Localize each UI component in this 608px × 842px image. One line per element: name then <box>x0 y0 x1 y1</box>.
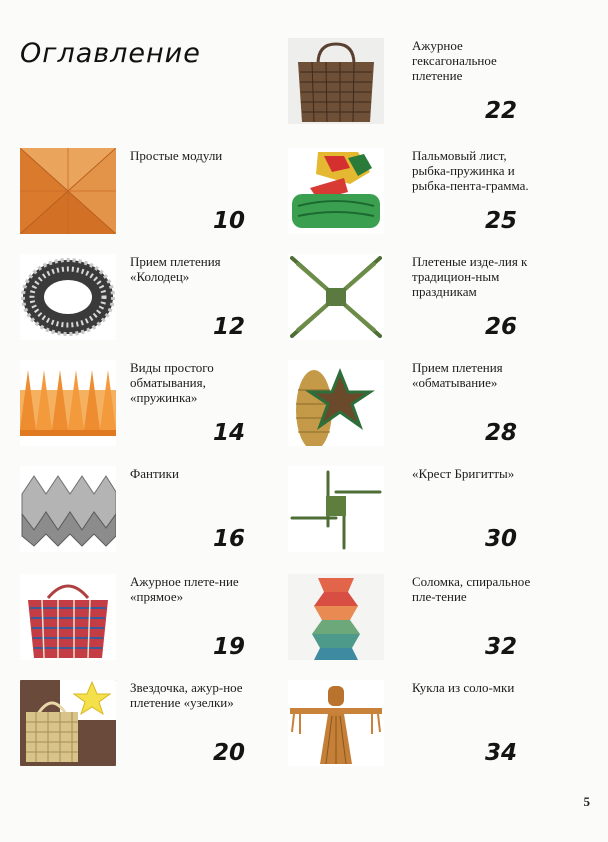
page-number: 5 <box>583 794 590 809</box>
thumbnail-simple-modules <box>20 148 116 234</box>
entry-page: 28 <box>484 420 517 446</box>
entry-title: Соломка, спиральное пле-тение <box>412 574 531 604</box>
thumbnail-candy-wrappers <box>20 466 116 552</box>
entry-page: 14 <box>212 420 245 446</box>
entry-title: Виды простого обматывания, «пружинка» <box>130 360 214 405</box>
entry-title: «Крест Бригитты» <box>412 466 515 481</box>
entry-page: 34 <box>484 740 517 766</box>
toc-entry[interactable] <box>288 574 538 686</box>
entry-title: Звездочка, ажур-ное плетение «узелки» <box>130 680 243 710</box>
entry-page: 20 <box>212 740 245 766</box>
toc-entry[interactable] <box>20 254 270 366</box>
page-title: Оглавление <box>20 38 201 69</box>
thumbnail-palm-fish <box>288 148 384 234</box>
thumbnail-brigid-cross <box>288 466 384 552</box>
toc-entry[interactable] <box>288 38 538 150</box>
toc-entry[interactable] <box>20 466 270 578</box>
entry-title: Пальмовый лист, рыбка-пружинка и рыбка-пента-грамма. <box>412 148 529 193</box>
entry-page: 16 <box>212 526 245 552</box>
thumbnail-wrapping-star <box>288 360 384 446</box>
thumbnail-holiday-weaving <box>288 254 384 340</box>
entry-page: 32 <box>484 634 517 660</box>
entry-title: Простые модули <box>130 148 223 163</box>
entry-page: 26 <box>484 314 517 340</box>
entry-page: 25 <box>484 208 517 234</box>
entry-page: 30 <box>484 526 517 552</box>
thumbnail-straw-spiral <box>288 574 384 660</box>
entry-title: Ажурное гексагональное плетение <box>412 38 497 83</box>
toc-entry[interactable] <box>20 148 270 260</box>
entry-title: Фантики <box>130 466 179 481</box>
entry-page: 22 <box>484 98 517 124</box>
entry-page: 19 <box>212 634 245 660</box>
toc-entry[interactable] <box>288 466 538 578</box>
entry-page: 10 <box>212 208 245 234</box>
thumbnail-openwork-basket <box>20 574 116 660</box>
entry-title: Прием плетения «Колодец» <box>130 254 221 284</box>
entry-title: Ажурное плете-ние «прямое» <box>130 574 239 604</box>
entry-title: Кукла из соло-мки <box>412 680 515 695</box>
thumbnail-hexagonal-basket <box>288 38 384 124</box>
toc-entry[interactable] <box>20 360 270 472</box>
toc-entry[interactable] <box>20 680 270 792</box>
entry-page: 12 <box>212 314 245 340</box>
entry-title: Плетеные изде-лия к традицион-ным праздникам <box>412 254 528 299</box>
thumbnail-star-and-bag <box>20 680 116 766</box>
toc-entry[interactable] <box>288 360 538 472</box>
toc-entry[interactable] <box>288 680 538 792</box>
thumbnail-spring-weave <box>20 360 116 446</box>
toc-entry[interactable] <box>288 148 538 260</box>
toc-entry[interactable] <box>288 254 538 366</box>
toc-entry[interactable] <box>20 574 270 686</box>
thumbnail-straw-doll <box>288 680 384 766</box>
thumbnail-well-weave <box>20 254 116 340</box>
entry-title: Прием плетения «обматывание» <box>412 360 503 390</box>
